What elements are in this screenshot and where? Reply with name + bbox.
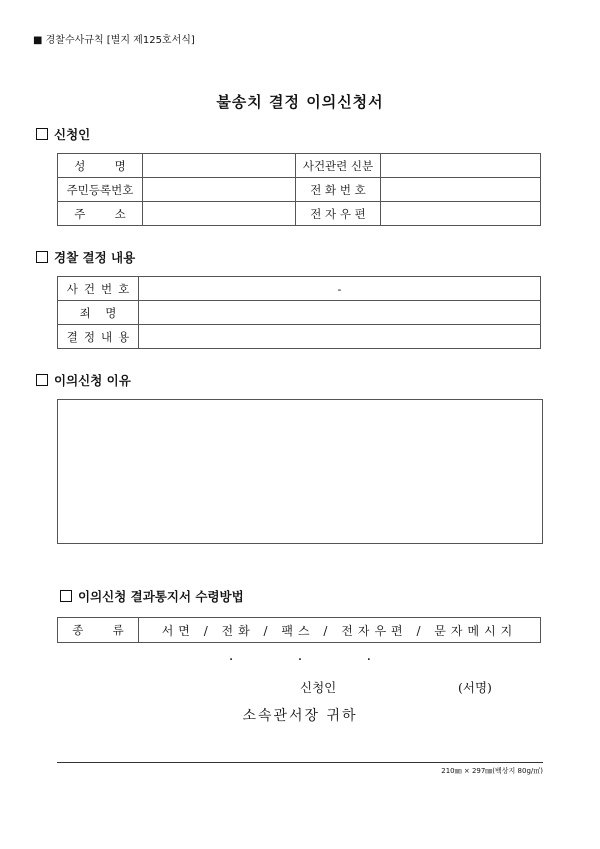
- decision-label: 결정내용: [58, 325, 139, 349]
- charge-label: 죄 명: [58, 301, 139, 325]
- recipient: 소속관서장 귀하: [242, 708, 358, 724]
- footer-divider: [57, 762, 543, 763]
- notice-type-label: 종 류: [58, 618, 139, 643]
- rrn-label: 주민등록번호: [58, 178, 143, 202]
- name-label: 성 명: [58, 154, 143, 178]
- section-notice-heading: [60, 587, 244, 605]
- paper-spec-footnote: 210㎜ × 297㎜(백상지 80g/㎡): [441, 767, 543, 775]
- decision-field[interactable]: [139, 325, 541, 349]
- charge-field[interactable]: [139, 301, 541, 325]
- section-decision-heading: [36, 248, 135, 266]
- applicant-table: [57, 153, 541, 226]
- decision-table: [57, 276, 541, 349]
- name-field[interactable]: [143, 154, 296, 178]
- case-no-field[interactable]: -: [139, 277, 541, 301]
- checkbox-square-icon: [60, 590, 72, 602]
- checkbox-square-icon: [36, 374, 48, 386]
- section-applicant-label: 신청인: [54, 127, 91, 142]
- checkbox-square-icon: [36, 251, 48, 263]
- reason-textarea[interactable]: [57, 399, 543, 544]
- rrn-field[interactable]: [143, 178, 296, 202]
- date-dots: · · ·: [228, 652, 402, 668]
- relation-label: 사건관련 신분: [296, 154, 381, 178]
- form-header: [33, 31, 195, 46]
- checkbox-square-icon: [36, 128, 48, 140]
- email-field[interactable]: [381, 202, 541, 226]
- page-title: 불송치 결정 이의신청서: [216, 93, 384, 111]
- section-notice-label: 이의신청 결과통지서 수령방법: [78, 589, 244, 604]
- applicant-sign-label: 신청인: [300, 680, 337, 695]
- phone-label: 전 화 번 호: [296, 178, 381, 202]
- notice-table: [57, 617, 541, 643]
- relation-field[interactable]: [381, 154, 541, 178]
- notice-options[interactable]: 서면 / 전화 / 팩스 / 전자우편 / 문자메시지: [139, 618, 541, 643]
- address-field[interactable]: [143, 202, 296, 226]
- email-label: 전 자 우 편: [296, 202, 381, 226]
- section-reason-heading: [36, 371, 131, 389]
- phone-field[interactable]: [381, 178, 541, 202]
- header-marker: ■: [33, 35, 43, 46]
- section-decision-label: 경찰 결정 내용: [54, 250, 136, 265]
- header-text: 경찰수사규칙 [별지 제125호서식]: [45, 35, 195, 46]
- section-reason-label: 이의신청 이유: [54, 373, 131, 388]
- section-applicant-heading: [36, 125, 90, 143]
- signature-label: (서명): [458, 680, 492, 695]
- case-no-label: 사건번호: [58, 277, 139, 301]
- address-label: 주 소: [58, 202, 143, 226]
